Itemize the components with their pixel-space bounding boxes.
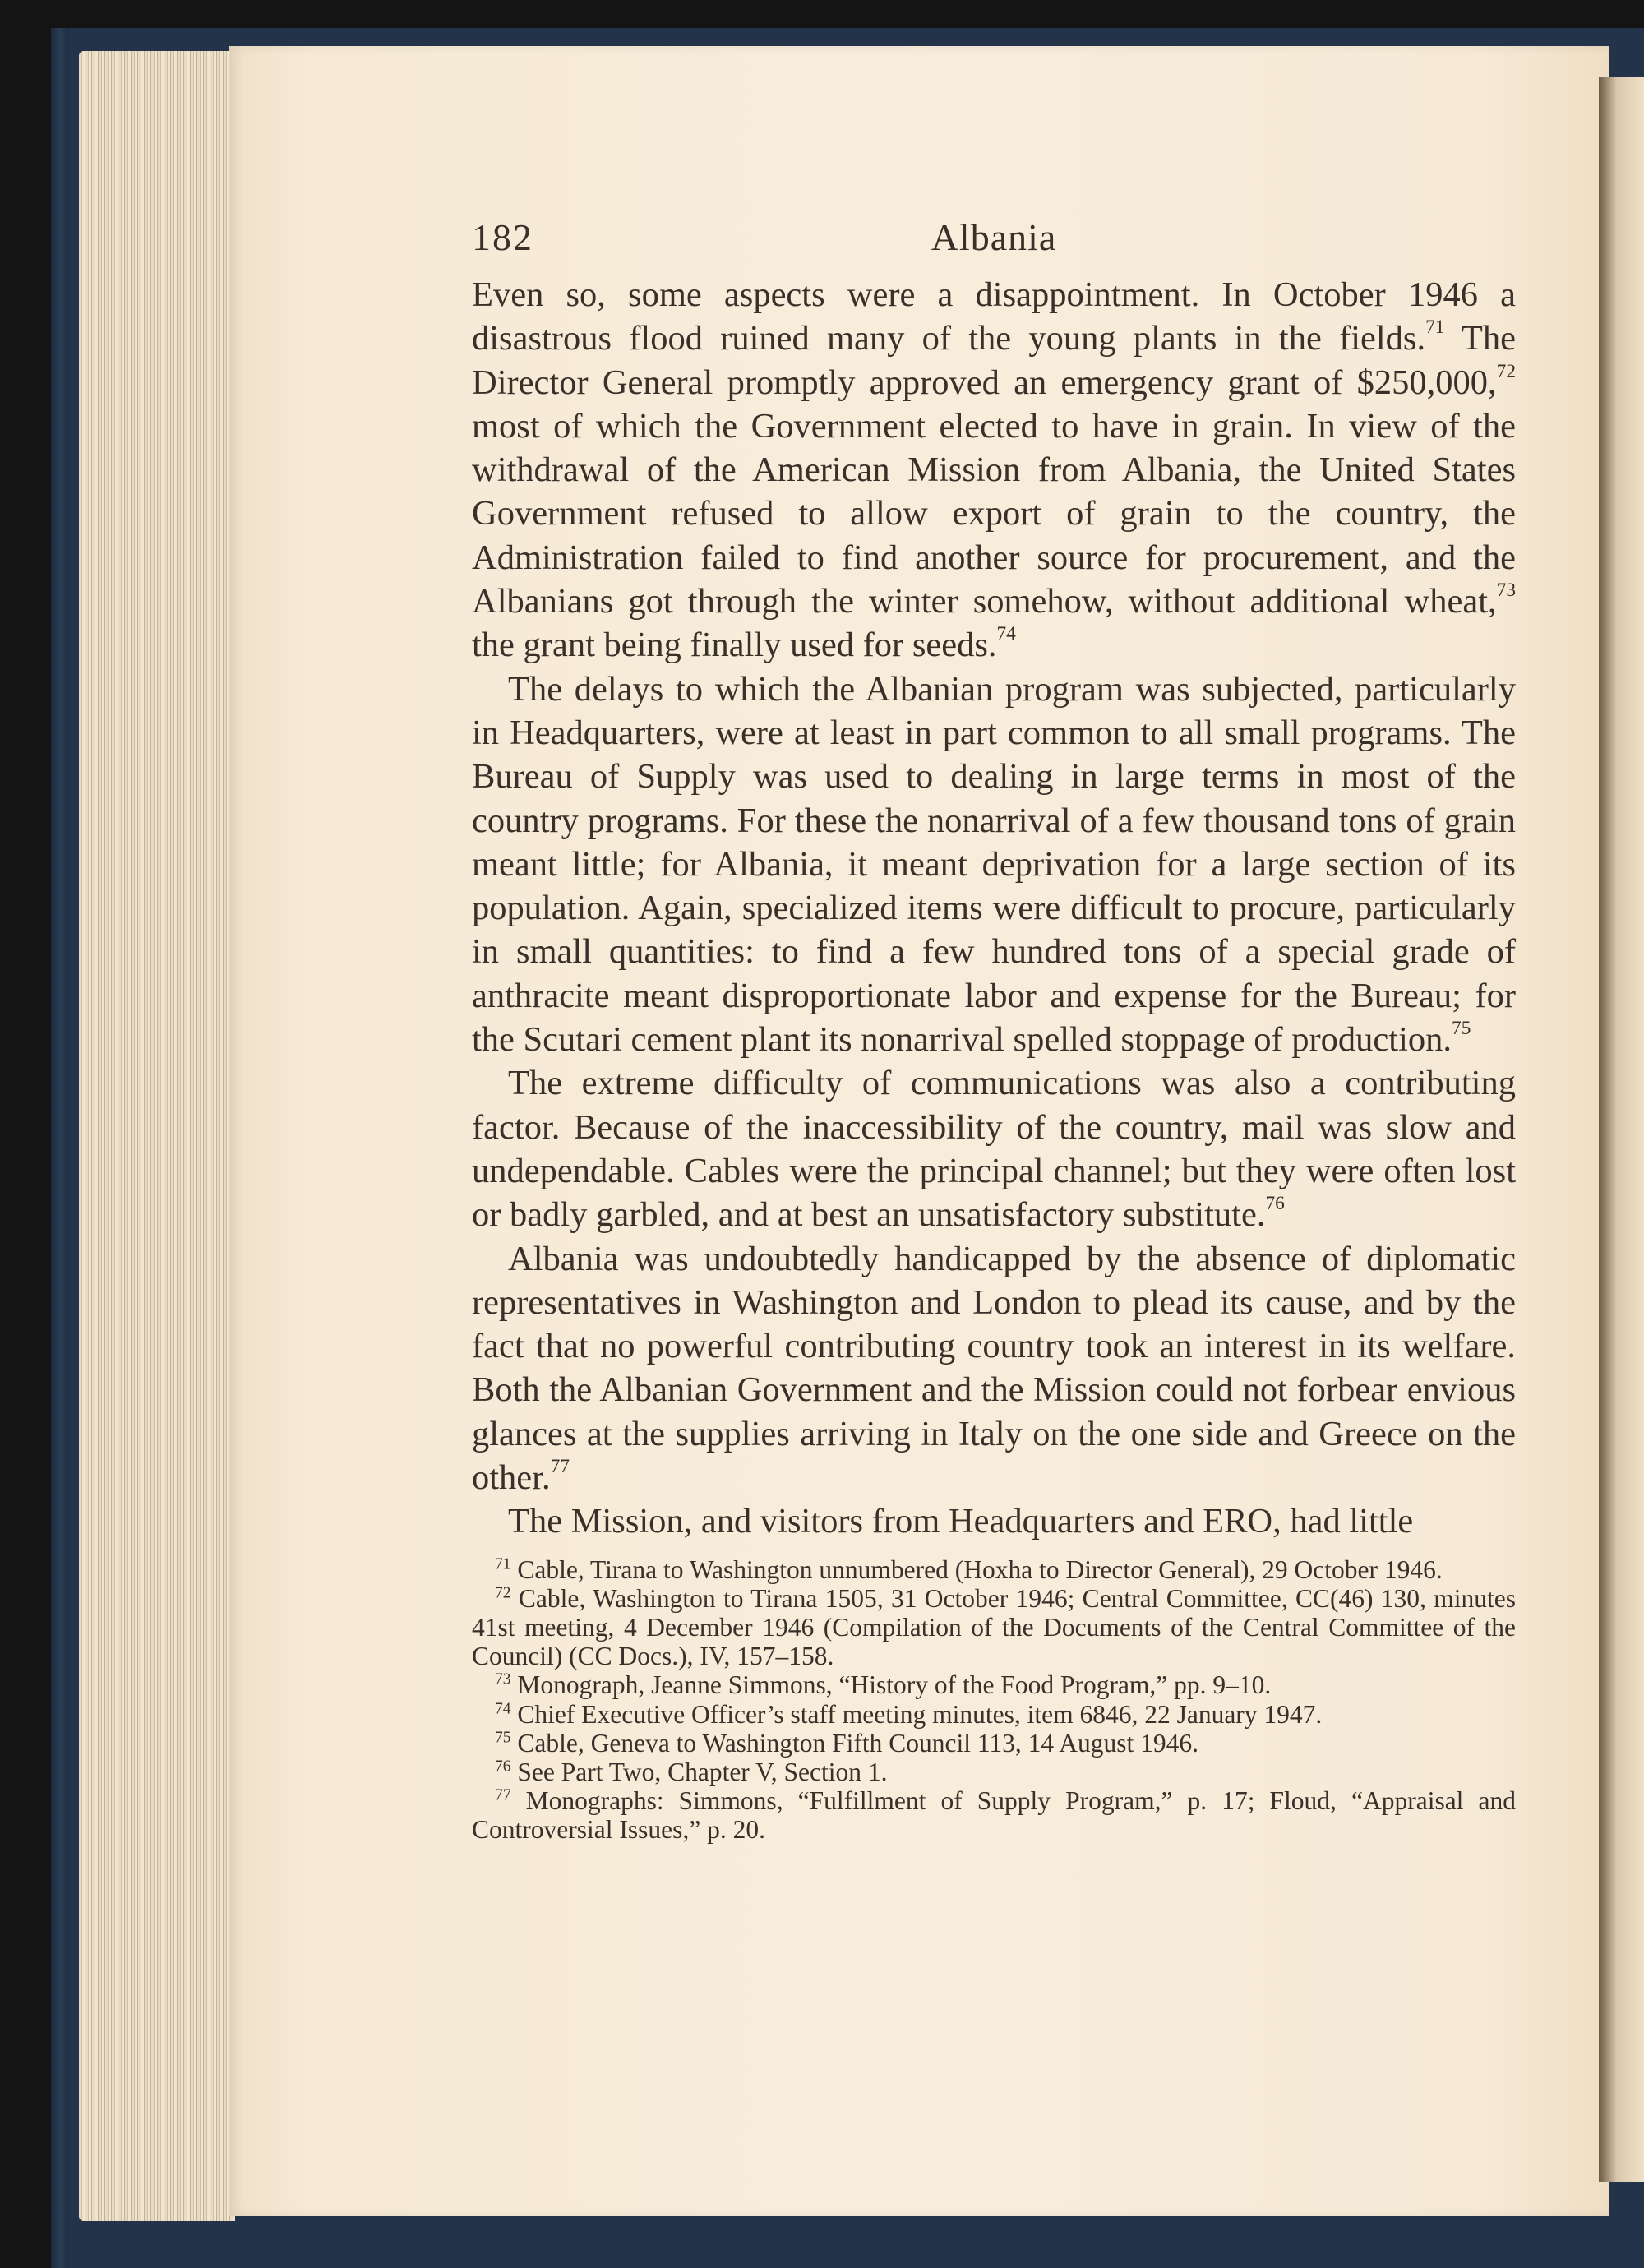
paragraph-text: The extreme difficulty of communications was also a contributing factor. Because of the inaccessibility of the country, mail was slow and undependable. Cables were the principal channel; but they were often lost or badly garbled, and at best an unsatisfactory substitute. (472, 1064, 1516, 1235)
facing-page-edge (1599, 77, 1644, 2182)
footnote-ref: 74 (996, 623, 1016, 645)
footnote-text: Cable, Washington to Tirana 1505, 31 October 1946; Central Committee, CC(46) 130, minutes 41st meeting, 4 December 1946 (Compilation of the Documents of the Central Committee of the Council) (CC Docs.), IV, 157–158. (472, 1583, 1516, 1671)
running-head (472, 215, 1516, 266)
footnote (472, 1758, 1516, 1786)
footnote-ref: 77 (550, 1456, 570, 1478)
footnote-number: 76 (495, 1758, 511, 1776)
footnote (472, 1700, 1516, 1729)
footnote-ref: 76 (1265, 1193, 1285, 1215)
page-edges (79, 51, 235, 2221)
footnote-ref: 73 (1496, 580, 1516, 602)
paragraph (472, 1237, 1516, 1500)
footnote-ref: 75 (1452, 1018, 1471, 1040)
footnote (472, 1786, 1516, 1844)
paragraph-text: The Mission, and visitors from Headquarters and ERO, had little (508, 1502, 1414, 1541)
footnote-number: 75 (495, 1729, 511, 1747)
body-text (472, 273, 1516, 1544)
footnote-text: Cable, Geneva to Washington Fifth Council 113, 14 August 1946. (517, 1728, 1199, 1758)
footnote-text: Cable, Tirana to Washington unnumbered (Hoxha to Director General), 29 October 1946. (517, 1554, 1443, 1584)
paragraph-text: the grant being finally used for seeds. (472, 626, 997, 665)
paragraph (472, 667, 1516, 1062)
footnotes (472, 1555, 1516, 1845)
footnote-text: Chief Executive Officer’s staff meeting minutes, item 6846, 22 January 1947. (517, 1699, 1323, 1729)
paragraph-text: Albania was undoubtedly handicapped by the absence of diplomatic representatives in Washington and London to plead its cause, and by the fact that no powerful contributing country took an interest in its welfare. Both the Albanian Government and the Mission could not forbear envious glances at the supplies arriving in Italy on the one side and Greece on the other. (472, 1239, 1516, 1498)
footnote-number: 77 (495, 1786, 511, 1804)
footnote (472, 1729, 1516, 1758)
footnote (472, 1584, 1516, 1671)
footnote-text: See Part Two, Chapter V, Section 1. (517, 1758, 888, 1787)
paragraph-text: The Director General promptly approved an emergency grant of $250,000, (472, 319, 1517, 402)
footnote-text: Monograph, Jeanne Simmons, “History of the Food Program,” pp. 9–10. (517, 1670, 1272, 1700)
cover-spine-edge (51, 28, 69, 2268)
footnote-ref: 71 (1425, 316, 1445, 339)
paragraph (472, 1499, 1516, 1543)
footnote-number: 74 (495, 1699, 511, 1717)
footnote-number: 71 (495, 1554, 511, 1573)
footnote-text: Monographs: Simmons, “Fulfillment of Supply Program,” p. 17; Floud, “Appraisal and Controversial Issues,” p. 20. (472, 1786, 1516, 1845)
paragraph-text: The delays to which the Albanian program was subjected, particularly in Headquarters, were at least in part common to all small programs. The Bureau of Supply was used to dealing in large terms in most of the country programs. For these the nonarrival of a few thousand tons of grain meant little; for Albania, it meant deprivation for a large section of its population. Again, specialized items were difficult to procure, particularly in small quantities: to find a few hundred tons of a special grade of anthracite meant disproportionate labor and expense for the Bureau; for the Scutari cement plant its nonarrival spelled stoppage of production. (472, 669, 1516, 1060)
paragraph (472, 273, 1516, 667)
page-content (472, 215, 1516, 1845)
footnote-number: 72 (495, 1584, 511, 1602)
paragraph (472, 1061, 1516, 1236)
paragraph-text: Even so, some aspects were a disappointment. In October 1946 a disastrous flood ruined many of the young plants in the fields. (472, 275, 1516, 358)
chapter-title: Albania (931, 216, 1057, 258)
footnote-ref: 72 (1496, 360, 1516, 382)
footnote (472, 1555, 1516, 1584)
paragraph-text: most of which the Government elected to have in grain. In view of the withdrawal of the American Mission from Albania, the United States Government refused to allow export of grain to the country, the Administration failed to find another source for procurement, and the Albanians got through the winter somehow, without additional wheat, (472, 406, 1516, 621)
footnote (472, 1670, 1516, 1699)
footnote-number: 73 (495, 1670, 511, 1688)
page-number: 182 (472, 216, 533, 258)
